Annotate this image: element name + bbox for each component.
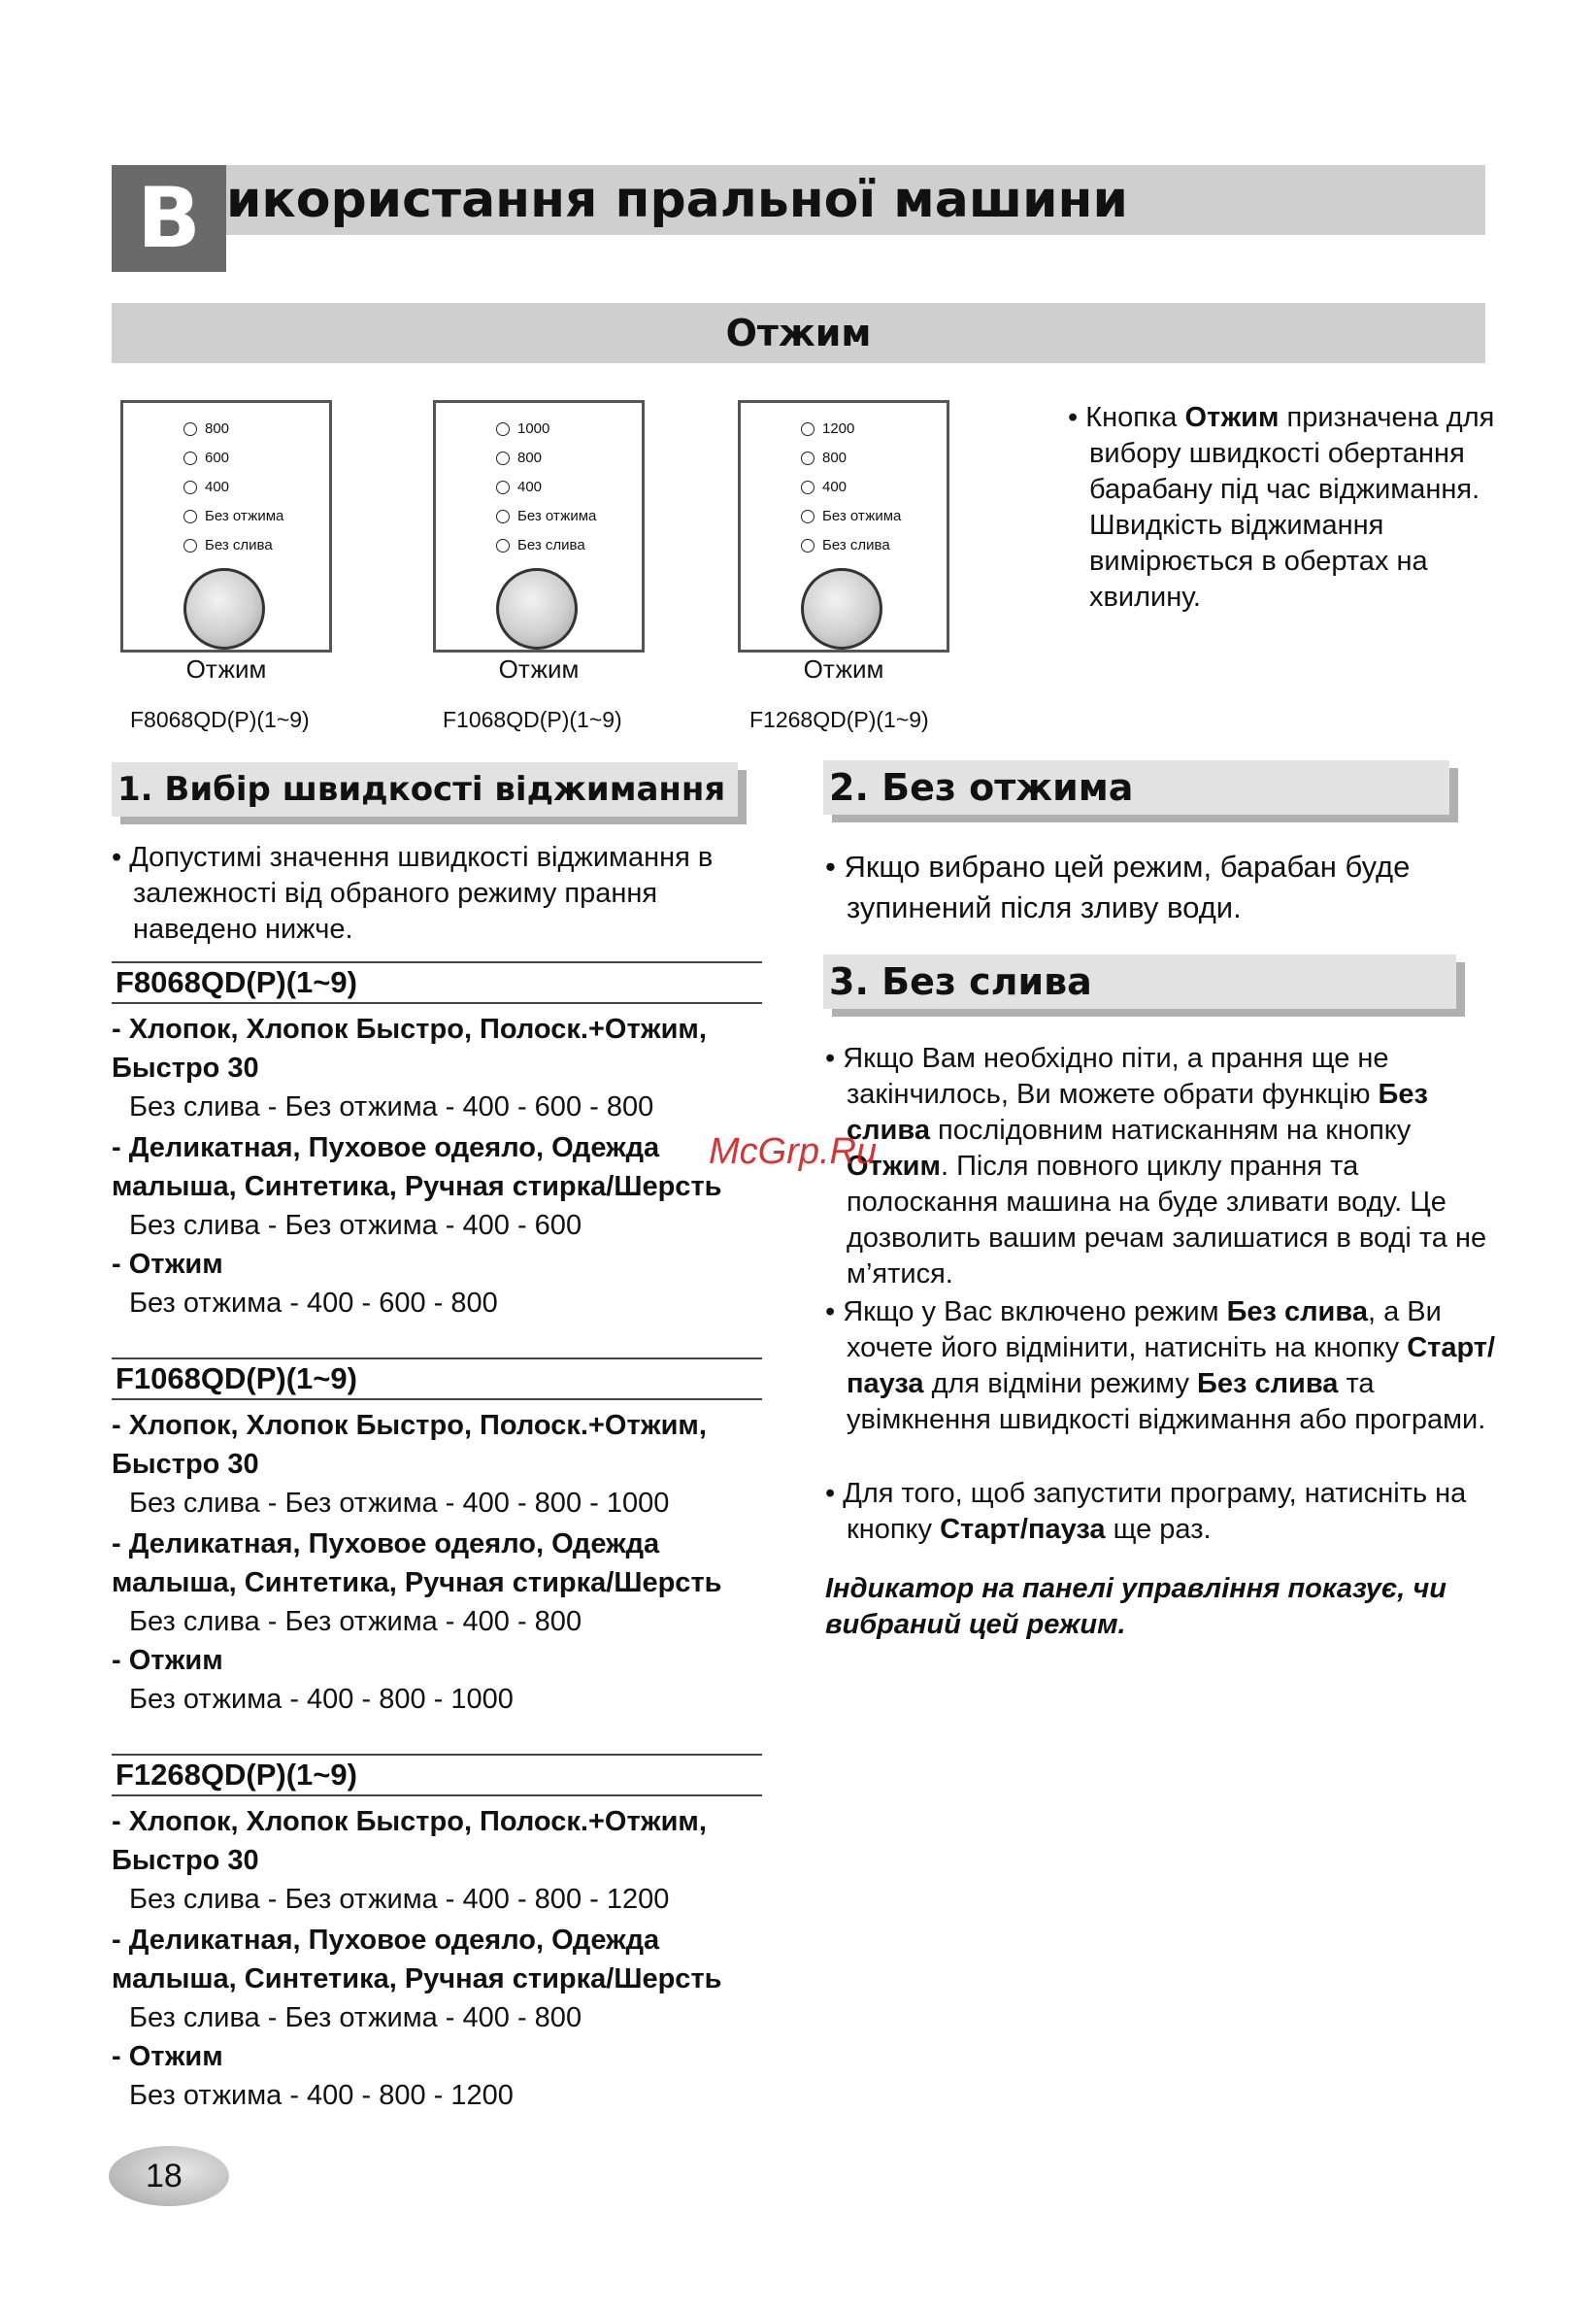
control-panel-f1268 — [738, 400, 949, 684]
option-row — [183, 473, 283, 502]
program-group-title: - Хлопок, Хлопок Быстро, Полоск.+Отжим, Быстро 30 — [112, 1806, 707, 1876]
text: та увімкнення швидкості віджимання або програми. — [847, 1368, 1486, 1435]
program-group-values: Без слива - Без отжима - 400 - 800 - 1000 — [129, 1488, 670, 1519]
section-title: Отжим — [725, 312, 872, 354]
model-heading: F8068QD(P)(1~9) — [112, 961, 762, 1004]
radio-indicator-icon — [183, 481, 197, 494]
option-row — [801, 473, 901, 502]
intro-text: призначена для вибору швидкості обертання барабану під час віджимання. Швидкість віджимання вимірюється в обертах на хвилину. — [1089, 402, 1495, 613]
intro-text: Кнопка — [1085, 402, 1185, 433]
model-block-f1268 — [112, 1754, 762, 2115]
page-number: 18 — [146, 2158, 183, 2195]
program-group-values: Без слива - Без отжима - 400 - 600 — [129, 1210, 582, 1241]
option-label: 800 — [517, 450, 543, 466]
section-1-heading: 1. Вибір швидкості віджимання — [112, 762, 738, 817]
bold-text: Старт/пауза — [847, 1332, 1496, 1399]
panel-model-caption: F8068QD(P)(1~9) — [130, 707, 310, 732]
indicator-note: Індикатор на панелі управління показує, чи вибраний цей режим. — [825, 1573, 1446, 1640]
option-row — [801, 415, 901, 444]
intro-bold: Отжим — [1184, 402, 1280, 433]
radio-indicator-icon — [496, 481, 510, 494]
section-1-bullet: • Допустимі значення швидкості віджимання в залежності від обраного режиму прання наведено нижче. — [112, 842, 714, 945]
option-row — [801, 531, 901, 560]
option-label: 400 — [205, 479, 230, 495]
panel-model-caption: F1268QD(P)(1~9) — [749, 707, 929, 732]
option-label: 1000 — [517, 420, 550, 437]
option-row — [496, 531, 596, 560]
option-row — [496, 502, 596, 531]
spin-knob-button[interactable] — [801, 568, 882, 650]
control-panel-f1068 — [433, 400, 645, 684]
program-group-title: - Отжим — [112, 2041, 223, 2072]
option-row — [183, 502, 283, 531]
option-label: 800 — [822, 450, 848, 466]
radio-indicator-icon — [801, 452, 815, 465]
option-row — [801, 502, 901, 531]
section-3-bullet-1 — [825, 1041, 1516, 1292]
model-block-f8068 — [112, 961, 762, 1323]
option-row — [496, 415, 596, 444]
model-block-f1068 — [112, 1357, 762, 1719]
text: . Після повного циклу прання та полоскання машина на буде зливати воду. Це дозволить вашим речам залишатися в воді та не м’ятися. — [847, 1151, 1487, 1290]
model-heading: F1268QD(P)(1~9) — [112, 1754, 762, 1796]
option-label: Без отжима — [822, 508, 902, 524]
program-group-values: Без отжима - 400 - 600 - 800 — [129, 1288, 498, 1319]
page-title: икористання пральної машини — [226, 171, 1128, 229]
option-row — [183, 415, 283, 444]
radio-indicator-icon — [183, 452, 197, 465]
option-label: 600 — [205, 450, 230, 466]
program-group-values: Без слива - Без отжима - 400 - 800 — [129, 2002, 582, 2033]
text: , а Ви хочете його відмінити, натисніть на кнопку — [847, 1296, 1442, 1363]
program-group-title: - Отжим — [112, 1645, 223, 1676]
program-group-values: Без отжима - 400 - 800 - 1200 — [129, 2080, 514, 2111]
section-3-bullet-2 — [825, 1294, 1516, 1438]
spin-knob-button[interactable] — [496, 568, 578, 650]
header-initial-letter: В — [137, 170, 201, 267]
bold-text: Отжим — [847, 1151, 941, 1182]
program-group-title: - Отжим — [112, 1249, 223, 1280]
option-label: 400 — [822, 479, 848, 495]
text: • Якщо у Вас включено режим — [825, 1296, 1227, 1327]
bold-text: Без слива — [847, 1079, 1428, 1146]
spin-options — [801, 415, 901, 560]
bold-text: Старт/пауза — [940, 1514, 1106, 1545]
radio-indicator-icon — [801, 539, 815, 553]
intro-paragraph — [1068, 400, 1516, 616]
bold-text: Без слива — [1226, 1296, 1368, 1327]
text: ще раз. — [1105, 1514, 1212, 1545]
radio-indicator-icon — [183, 539, 197, 553]
program-group-title: - Хлопок, Хлопок Быстро, Полоск.+Отжим, Быстро 30 — [112, 1410, 707, 1480]
program-group-values: Без слива - Без отжима - 400 - 800 - 1200 — [129, 1884, 670, 1915]
option-label: Без отжима — [517, 508, 597, 524]
radio-indicator-icon — [801, 510, 815, 523]
radio-indicator-icon — [183, 510, 197, 523]
control-panel-f8068 — [120, 400, 332, 684]
program-group-title: - Деликатная, Пуховое одеяло, Одежда малыша, Синтетика, Ручная стирка/Шерсть — [112, 1528, 722, 1598]
option-label: 1200 — [822, 420, 855, 437]
section-3-bullet-3 — [825, 1476, 1516, 1548]
radio-indicator-icon — [496, 452, 510, 465]
knob-label: Отжим — [185, 654, 267, 684]
radio-indicator-icon — [801, 422, 815, 436]
option-label: Без отжима — [205, 508, 284, 524]
option-label: 800 — [205, 420, 230, 437]
option-row — [183, 531, 283, 560]
text: • Для того, щоб запустити програму, натисніть на кнопку — [825, 1478, 1467, 1545]
radio-indicator-icon — [496, 422, 510, 436]
watermark: McGrp.Ru — [709, 1131, 878, 1172]
radio-indicator-icon — [183, 422, 197, 436]
radio-indicator-icon — [496, 539, 510, 553]
section-2-heading: 2. Без отжима — [823, 760, 1449, 815]
option-row — [801, 444, 901, 473]
text: послідовним натисканням на кнопку — [929, 1115, 1412, 1146]
option-label: Без слива — [822, 537, 890, 553]
spin-knob-button[interactable] — [183, 568, 265, 650]
option-label: Без слива — [517, 537, 585, 553]
program-group-values: Без отжима - 400 - 800 - 1000 — [129, 1684, 514, 1715]
option-row — [496, 444, 596, 473]
panel-model-caption: F1068QD(P)(1~9) — [443, 707, 622, 732]
program-group-title: - Деликатная, Пуховое одеяло, Одежда малыша, Синтетика, Ручная стирка/Шерсть — [112, 1132, 722, 1202]
option-label: 400 — [517, 479, 543, 495]
option-row — [183, 444, 283, 473]
option-label: Без слива — [205, 537, 273, 553]
text: • Якщо Вам необхідно піти, а прання ще не закінчилось, Ви можете обрати функцію — [825, 1043, 1389, 1110]
spin-options — [496, 415, 596, 560]
program-group-title: - Деликатная, Пуховое одеяло, Одежда малыша, Синтетика, Ручная стирка/Шерсть — [112, 1925, 722, 1994]
spin-options — [183, 415, 283, 560]
model-heading: F1068QD(P)(1~9) — [112, 1357, 762, 1400]
knob-label: Отжим — [498, 654, 580, 684]
radio-indicator-icon — [496, 510, 510, 523]
text: для відміни режиму — [923, 1368, 1197, 1399]
section-2-bullet: • Якщо вибрано цей режим, барабан буде зупинений після зливу води. — [825, 850, 1411, 924]
option-row — [496, 473, 596, 502]
program-group-title: - Хлопок, Хлопок Быстро, Полоск.+Отжим, Быстро 30 — [112, 1014, 707, 1084]
bullet: • — [1068, 402, 1079, 433]
bold-text: Без слива — [1197, 1368, 1339, 1399]
program-group-values: Без слива - Без отжима - 400 - 800 — [129, 1606, 582, 1637]
program-group-values: Без слива - Без отжима - 400 - 600 - 800 — [129, 1091, 654, 1122]
radio-indicator-icon — [801, 481, 815, 494]
section-3-heading: 3. Без слива — [823, 955, 1456, 1009]
knob-label: Отжим — [803, 654, 884, 684]
